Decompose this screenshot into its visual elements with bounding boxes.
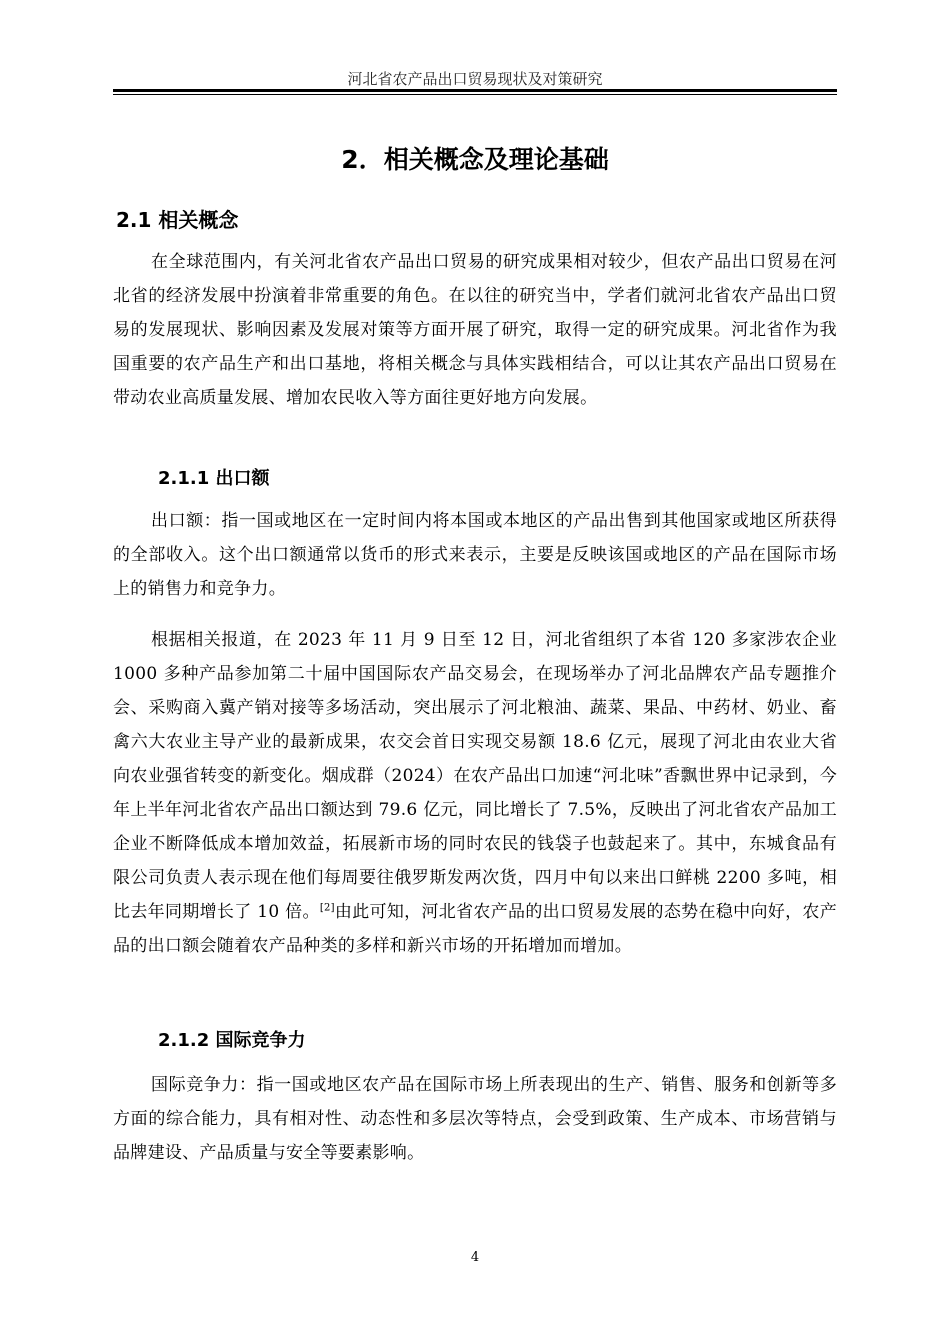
section-2-1-paragraph: 在全球范围内，有关河北省农产品出口贸易的研究成果相对较少，但农产品出口贸易在河北省的经济发展中扮演着非常重要的角色。在以往的研究当中，学者们就河北省农产品出口贸易的发展现状、影响因素及发展对策等方面开展了研究，取得一定的研究成果。河北省作为我国重要的农产品生产和出口基地，将相关概念与具体实践相结合，可以让其农产品出口贸易在带动农业高质量发展、增加农民收入等方面往更好地方向发展。 bbox=[113, 252, 837, 408]
chapter-title: 2．相关概念及理论基础 bbox=[341, 145, 609, 174]
page-number: 4 bbox=[470, 1250, 480, 1265]
section-title-2-1: 2.1 相关概念 bbox=[116, 208, 239, 232]
export-definition-paragraph: 出口额：指一国或地区在一定时间内将本国或本地区的产品出售到其他国家或地区所获得的全部收入。这个出口额通常以货币的形式来表示，主要是反映该国或地区的产品在国际市场上的销售力和竞争力。 bbox=[113, 511, 837, 599]
section-title-2-1-1: 2.1.1 出口额 bbox=[158, 468, 270, 489]
header-rule-thin bbox=[113, 94, 837, 95]
header-rule-thick bbox=[113, 89, 837, 92]
section-title-2-1-2: 2.1.2 国际竞争力 bbox=[158, 1030, 306, 1051]
export-report-paragraph bbox=[113, 623, 837, 963]
running-header: 河北省农产品出口贸易现状及对策研究 bbox=[347, 70, 603, 88]
competitiveness-paragraph: 国际竞争力：指一国或地区农产品在国际市场上所表现出的生产、销售、服务和创新等多方面的综合能力，具有相对性、动态性和多层次等特点，会受到政策、生产成本、市场营销与品牌建设、产品质量与安全等要素影响。 bbox=[113, 1075, 837, 1163]
export-report-conclusion: 由此可知，河北省农产品的出口贸易发展的态势在稳中向好，农产品的出口额会随着农产品种类的多样和新兴市场的开拓增加而增加。 bbox=[113, 902, 837, 956]
export-report-text: 根据相关报道，在 2023 年 11 月 9 日至 12 日，河北省组织了本省 120 多家涉农企业 1000 多种产品参加第二十届中国国际农产品交易会，在现场举办了河北品牌农产品专题推介会、采购商入冀产销对接等多场活动，突出展示了河北粮油、蔬菜、果品、中药材、奶业、畜禽六大农业主导产业的最新成果，农交会首日实现交易额 18.6 亿元，展现了河北由农业大省向农业强省转变的新变化。烟成群（2024）在农产品出口加速“河北味”香飘世界中记录到，今年上半年河北省农产品出口额达到 79.6 亿元，同比增长了 7.5%，反映出了河北省农产品加工企业不断降低成本增加效益，拓展新市场的同时农民的钱袋子也鼓起来了。其中，东城食品有限公司负责人表示现在他们每周要往俄罗斯发两次货，四月中旬以来出口鲜桃 2200 多吨，相比去年同期增长了 10 倍。 bbox=[113, 630, 837, 922]
citation-marker: [2] bbox=[319, 902, 335, 914]
